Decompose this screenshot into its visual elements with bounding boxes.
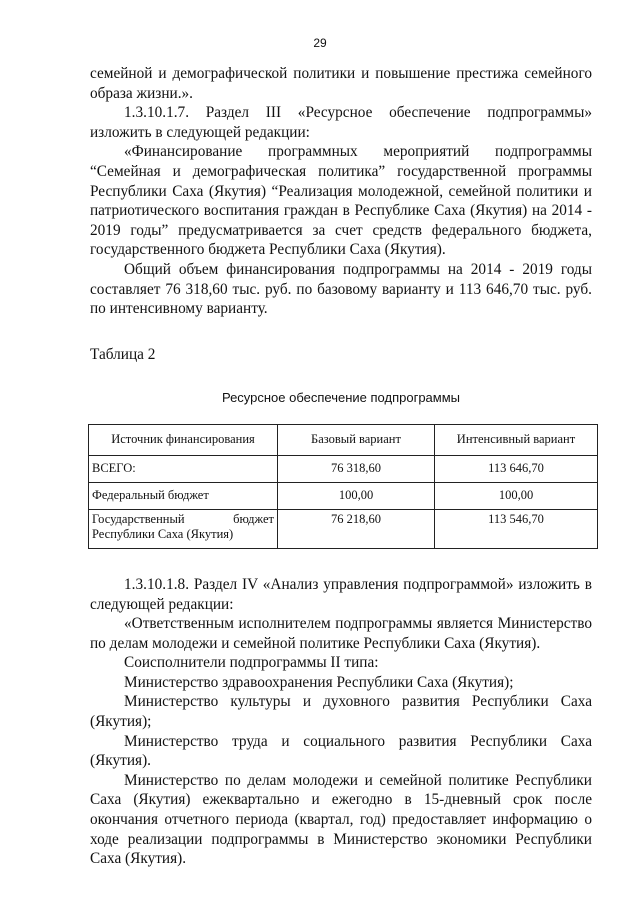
table-row	[89, 482, 598, 509]
paragraph-coexecutor-health: Министерство здравоохранения Республики Саха (Якутия);	[124, 673, 514, 691]
paragraph-reporting: Министерство по делам молодежи и семейной политике Республики Саха (Якутия) ежеквартально и ежегодно в 15-дневный срок после окончания отчетного периода (квартал, год) предоставляет информацию о ходе реализации подпрограммы в Министерство экономики Республики Саха (Якутия).	[90, 771, 592, 868]
paragraph-responsible-executor: «Ответственным исполнителем подпрограммы является Министерство по делам молодежи и семейной политике Республики Саха (Якутия).	[90, 615, 592, 652]
table-row	[89, 509, 598, 548]
cell-source	[89, 509, 278, 548]
page-number: 29	[313, 36, 327, 50]
document-body	[90, 64, 592, 869]
cell-intensive: 113 546,70	[435, 509, 598, 548]
table-header-row	[89, 424, 598, 455]
paragraph-coexecutors-heading: Соисполнители подпрограммы II типа:	[124, 654, 379, 672]
paragraph-financing: «Финансирование программных мероприятий подпрограммы “Семейная и демографическая политика” государственной программы Республики Саха (Якутия) “Реализация молодежной, семейной политики и патриотического воспитания граждан в Республике Саха (Якутия) на 2014 - 2019 годы” предусматривается за счет средств федерального бюджета, государственного бюджета Республики Саха (Якутия).	[90, 143, 592, 259]
cell-source: ВСЕГО:	[89, 455, 278, 482]
cell-source-line-2: Республики Саха (Якутия)	[92, 526, 234, 541]
cell-intensive: 100,00	[435, 482, 598, 509]
header-intensive: Интенсивный вариант	[435, 424, 598, 455]
cell-base: 76 318,60	[278, 455, 435, 482]
table-row	[89, 455, 598, 482]
header-source: Источник финансирования	[89, 424, 278, 455]
header-base: Базовый вариант	[278, 424, 435, 455]
paragraph-section-4-heading: 1.3.10.1.8. Раздел IV «Анализ управления подпрограммой» изложить в следующей редакции:	[90, 575, 592, 613]
cell-source-word-1: Государственный	[92, 511, 185, 526]
paragraph-section-3-heading: 1.3.10.1.7. Раздел III «Ресурсное обеспечение подпрограммы» изложить в следующей редакции:	[90, 104, 592, 141]
paragraph-coexecutor-labour: Министерство труда и социального развития Республики Саха (Якутия).	[90, 732, 592, 770]
paragraph-coexecutor-culture: Министерство культуры и духовного развития Республики Саха (Якутия);	[90, 693, 592, 731]
cell-base: 76 218,60	[278, 509, 435, 548]
table-title: Ресурсное обеспечение подпрограммы	[221, 390, 461, 406]
paragraph-continuation: семейной и демографической политики и повышение престижа семейного образа жизни.».	[90, 65, 592, 102]
cell-source: Федеральный бюджет	[89, 482, 278, 509]
cell-base: 100,00	[278, 482, 435, 509]
cell-intensive: 113 646,70	[435, 455, 598, 482]
paragraph-total-volume: Общий объем финансирования подпрограммы на 2014 - 2019 годы составляет 76 318,60 тыс. руб. по базовому варианту и 113 646,70 тыс. руб. по интенсивному варианту.	[90, 260, 592, 318]
table-label: Таблица 2	[90, 345, 156, 363]
cell-source-word-2: бюджет	[233, 511, 274, 526]
resource-table	[88, 424, 598, 549]
